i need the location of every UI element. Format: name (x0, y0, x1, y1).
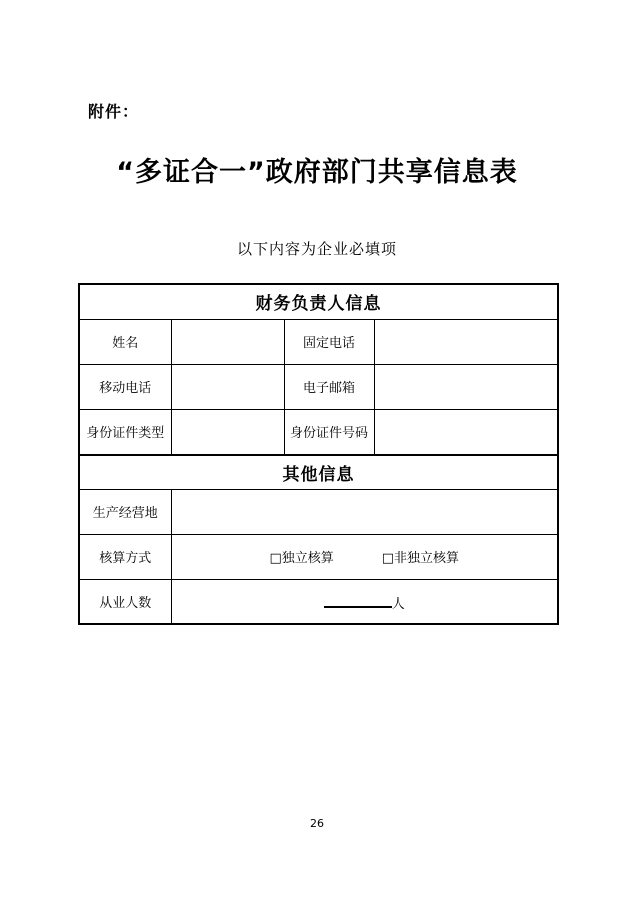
field-value-email (374, 364, 558, 409)
attachment-label: 附件： (88, 102, 140, 121)
field-label-name: 姓名 (79, 319, 171, 364)
field-label-id-type: 身份证件类型 (79, 409, 171, 455)
field-value-employee-count (171, 579, 558, 624)
checkbox-icon: □ (381, 551, 395, 566)
field-label-employee-count: 从业人数 (79, 579, 171, 624)
field-value-accounting-method (171, 534, 558, 579)
page-subtitle: 以下内容为企业必填项 (236, 240, 397, 258)
field-label-accounting-method: 核算方式 (79, 534, 171, 579)
table-row (79, 364, 558, 409)
field-label-id-number: 身份证件号码 (284, 409, 374, 455)
field-value-fixed-phone (374, 319, 558, 364)
table-row (79, 579, 558, 624)
field-value-name (171, 319, 284, 364)
section-header-other: 其他信息 (79, 455, 558, 489)
checkbox-icon: □ (269, 551, 282, 566)
option-label: 非独立核算 (394, 551, 460, 566)
section-header-row-other (79, 455, 558, 489)
page-number: 26 (310, 817, 324, 830)
form-table (78, 283, 559, 625)
table-row (79, 489, 558, 534)
field-label-business-location: 生产经营地 (79, 489, 171, 534)
table-row (79, 534, 558, 579)
unit-suffix: 人 (391, 596, 405, 612)
field-value-id-type (171, 409, 284, 455)
option-label: 独立核算 (281, 551, 334, 566)
blank-underline (324, 591, 392, 608)
page-title: “多证合一”政府部门共享信息表 (116, 157, 518, 188)
table-row (79, 319, 558, 364)
section-header-financial: 财务负责人信息 (79, 284, 558, 319)
field-value-id-number (374, 409, 558, 455)
field-value-mobile-phone (171, 364, 284, 409)
option-non-independent-accounting (382, 547, 459, 566)
field-value-business-location (171, 489, 558, 534)
field-label-email: 电子邮箱 (284, 364, 374, 409)
field-label-fixed-phone: 固定电话 (284, 319, 374, 364)
table-row (79, 409, 558, 455)
option-independent-accounting (269, 547, 333, 566)
section-header-row-financial (79, 284, 558, 319)
field-label-mobile-phone: 移动电话 (79, 364, 171, 409)
